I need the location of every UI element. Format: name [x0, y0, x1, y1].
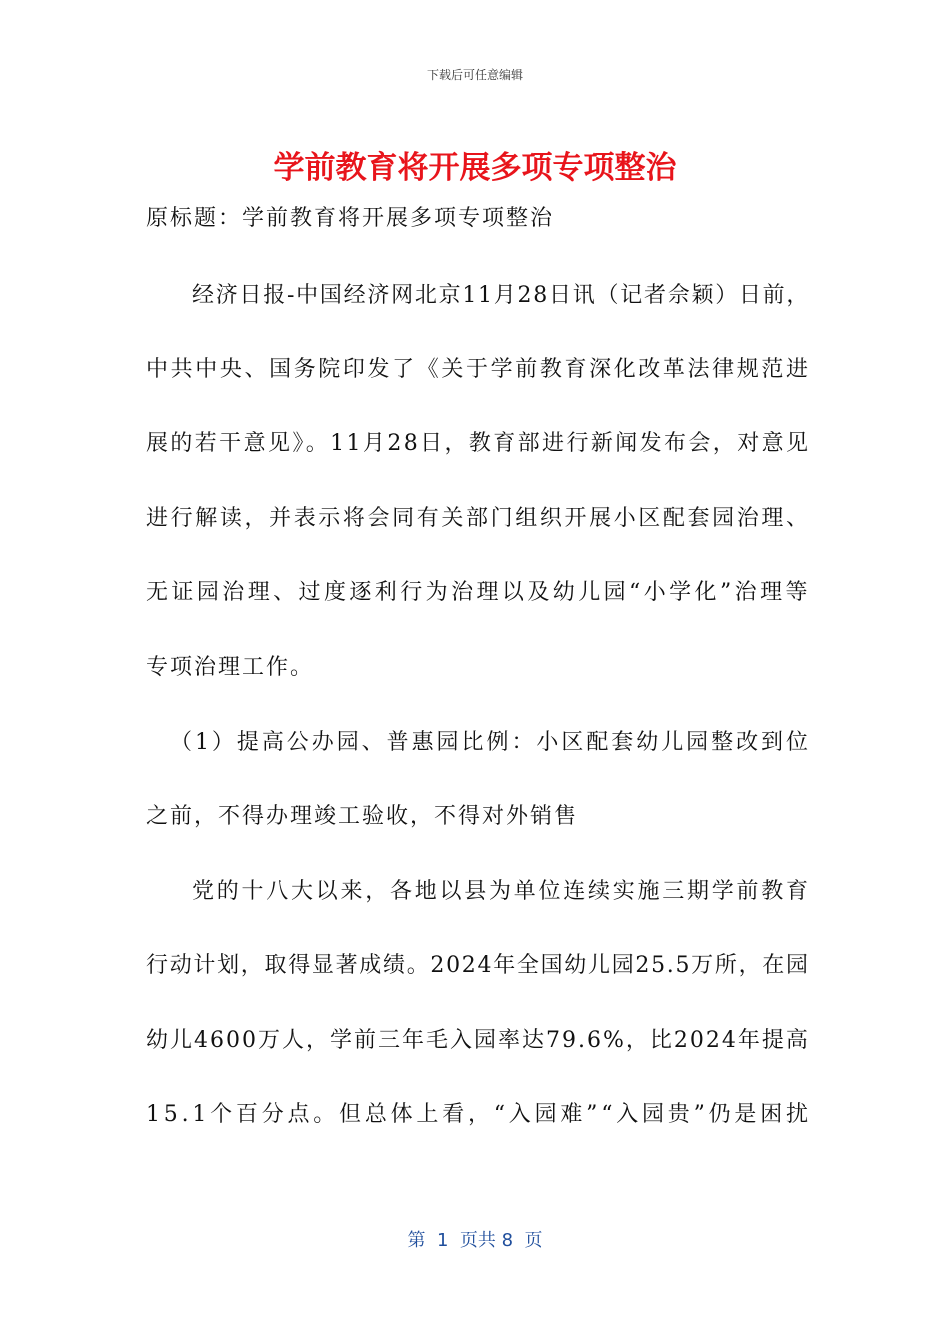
body-line: 行动计划，取得显著成绩。2024年全国幼儿园25.5万所，在园: [146, 953, 810, 978]
body-line: 经济日报-中国经济网北京11月28日讯（记者佘颖）日前，: [192, 283, 811, 308]
body-line: （1）提高公办园、普惠园比例：小区配套幼儿园整改到位: [170, 730, 811, 755]
page-footer: 第 1 页共 8 页: [407, 1230, 543, 1251]
document-title: 学前教育将开展多项专项整治: [273, 150, 677, 186]
body-line: 15.1个百分点。但总体上看，“入园难”“入园贵”仍是困扰: [146, 1102, 812, 1127]
body-line: 幼儿4600万人，学前三年毛入园率达79.6%，比2024年提高: [146, 1028, 810, 1053]
body-line: 党的十八大以来，各地以县为单位连续实施三期学前教育: [192, 879, 811, 904]
body-line: 中共中央、国务院印发了《关于学前教育深化改革法律规范进: [146, 357, 811, 382]
body-line: 之前，不得办理竣工验收，不得对外销售: [146, 804, 579, 829]
body-line: 原标题：学前教育将开展多项专项整治: [146, 206, 555, 231]
body-line: 专项治理工作。: [146, 655, 315, 680]
body-line: 无证园治理、过度逐利行为治理以及幼儿园“小学化”治理等: [146, 580, 811, 605]
body-line: 进行解读，并表示将会同有关部门组织开展小区配套园治理、: [146, 506, 811, 531]
body-line: 展的若干意见》。11月28日，教育部进行新闻发布会，对意见: [146, 431, 811, 456]
header-note: 下载后可任意编辑: [426, 68, 523, 82]
